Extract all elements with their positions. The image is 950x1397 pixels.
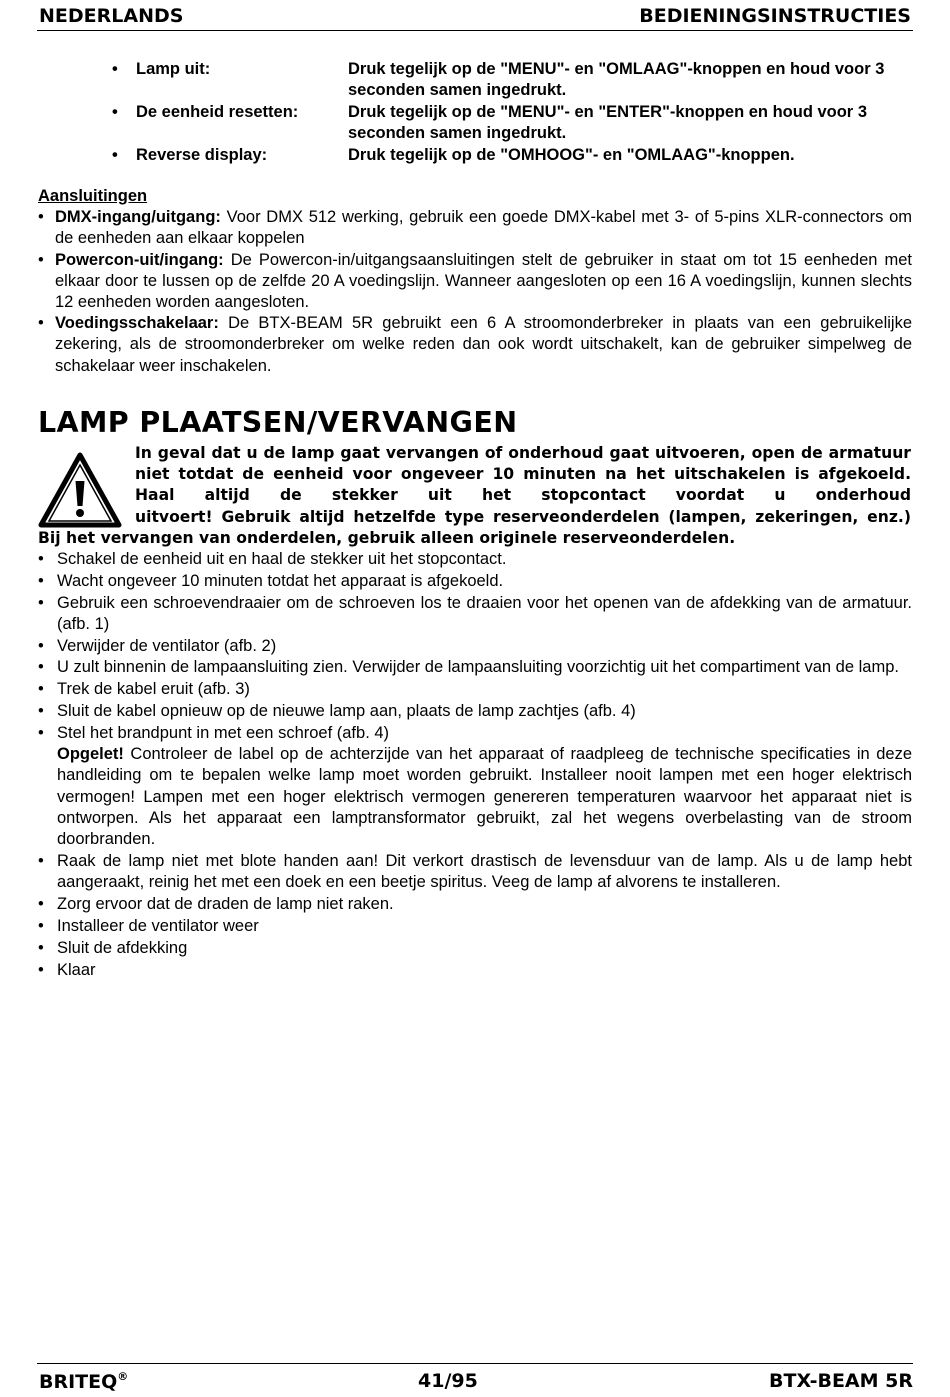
step-text: Stel het brandpunt in met een schroef (afb. 4) (57, 723, 390, 742)
header-doc-type: BEDIENINGSINSTRUCTIES (639, 5, 911, 27)
footer-model: BTX-BEAM 5R (769, 1370, 913, 1392)
lamp-steps-list (38, 549, 912, 981)
item-label: Powercon-uit/ingang: (55, 250, 224, 269)
bullet: • (112, 103, 118, 121)
bullet: • (112, 146, 118, 164)
bullet: • (38, 960, 44, 979)
bullet: • (38, 658, 44, 677)
list-item (38, 593, 912, 636)
row-text: Druk tegelijk op de "OMHOOG"- en "OMLAAG"-knoppen. (348, 146, 795, 164)
list-item (38, 851, 912, 894)
bullet: • (38, 593, 44, 612)
list-item (38, 916, 912, 937)
item-text: De BTX-BEAM 5R gebruikt een 6 A stroomonderbreker in plaats van een gebruikelijke zekering, als de stroomonderbreker om welke reden dan ook wordt uitschakelt, kan de gebruiker simpelweg de schakelaar weer inschakelen. (55, 314, 912, 375)
warning-line: uitvoert! Gebruik altijd hetzelfde type reserveonderdelen (lampen, zekeringen, enz.) (135, 507, 911, 526)
bullet: • (38, 852, 44, 871)
table-row (112, 59, 912, 100)
row-text: Druk tegelijk op de "MENU"- en "OMLAAG"-knoppen en houd voor 3 seconden samen ingedrukt. (348, 60, 885, 99)
bullet: • (38, 314, 44, 333)
bullet: • (38, 250, 44, 269)
step-text: Zorg ervoor dat de draden de lamp niet raken. (57, 895, 394, 914)
caution-text: Controleer de label op de achterzijde van het apparaat of raadpleeg de technische specificaties in deze handleiding om te bepalen welke lamp moet worden gebruikt. Installeer nooit lampen met een hoger elektrisch vermogen! Lampen met een hoger elektrisch vermogen genereren temperaturen waarvoor het apparaat niet is ontworpen. Als het apparaat een lamptransformator gebruikt, zal het wegens overbelasting van de stroom doorbranden. (57, 745, 912, 849)
page-header (37, 2, 913, 31)
list-item (38, 313, 912, 377)
list-item (38, 679, 912, 700)
table-row (112, 102, 912, 143)
bullet: • (38, 938, 44, 957)
bullet: • (38, 917, 44, 936)
bullet: • (38, 702, 44, 721)
bullet: • (38, 636, 44, 655)
list-item (38, 723, 912, 851)
step-text: Verwijder de ventilator (afb. 2) (57, 636, 277, 655)
step-text: Schakel de eenheid uit en haal de stekker uit het stopcontact. (57, 550, 507, 568)
section-heading: LAMP PLAATSEN/VERVANGEN (38, 406, 518, 439)
step-text: U zult binnenin de lampaansluiting zien. Verwijder de lampaansluiting voorzichtig uit het compartiment van de lamp. (57, 658, 899, 677)
list-item (38, 894, 912, 915)
row-label: Reverse display: (136, 146, 268, 164)
caution-label: Opgelet! (57, 745, 124, 764)
warning-line: Haal altijd de stekker uit het stopcontact voordat u onderhoud (135, 486, 911, 505)
step-text: Raak de lamp niet met blote handen aan! Dit verkort drastisch de levensduur van de lamp. Als u de lamp hebt aangeraakt, reinig het met een doek en een beetje spiritus. Veeg de lamp af alvorens te installeren. (57, 852, 912, 892)
list-item (38, 657, 912, 678)
row-label: Lamp uit: (136, 60, 211, 78)
item-text: De Powercon-in/uitgangsaansluitingen stelt de gebruiker in staat om tot 15 eenheden met elkaar door te lussen op de zelfde 20 A voedingslijn. Wanneer aangesloten op een 16 A voedingslijn, kunnen slechts 12 eenheden worden aangesloten. (55, 250, 912, 312)
item-text: Voor DMX 512 werking, gebruik een goede DMX-kabel met 3- of 5-pins XLR-connectors om de eenheden aan elkaar koppelen (55, 208, 912, 248)
page-footer (37, 1363, 913, 1394)
item-label: DMX-ingang/uitgang: (55, 208, 221, 227)
connections-section (38, 186, 912, 377)
page-number: 41/95 (418, 1370, 478, 1392)
list-item (38, 250, 912, 314)
header-language: NEDERLANDS (39, 5, 184, 27)
bullet: • (38, 680, 44, 699)
footer-brand (39, 1370, 128, 1393)
step-text: Sluit de kabel opnieuw op de nieuwe lamp aan, plaats de lamp zachtjes (afb. 4) (57, 702, 636, 721)
bullet: • (112, 60, 118, 78)
bullet: • (38, 895, 44, 914)
bullet: • (38, 571, 44, 590)
warning-line: niet totdat de eenheid voor ongeveer 10 minuten na het uitschakelen is afgekoeld. (135, 465, 911, 484)
list-item (38, 549, 912, 570)
bullet: • (38, 550, 44, 568)
step-text: Installeer de ventilator weer (57, 917, 259, 936)
menu-shortcut-table (112, 59, 912, 168)
list-item (38, 938, 912, 959)
step-text: Trek de kabel eruit (afb. 3) (57, 680, 250, 699)
row-text: Druk tegelijk op de "MENU"- en "ENTER"-knoppen en houd voor 3 seconden samen ingedrukt. (348, 103, 867, 142)
warning-text (135, 443, 911, 528)
row-label: De eenheid resetten: (136, 103, 299, 121)
list-item (38, 636, 912, 657)
item-label: Voedingsschakelaar: (55, 314, 219, 333)
section-title: Aansluitingen (38, 187, 148, 205)
step-text: Gebruik een schroevendraaier om de schroeven los te draaien voor het openen van de afdekking van de armatuur.(afb. 1) (57, 593, 912, 633)
list-item (38, 207, 912, 249)
warning-line: In geval dat u de lamp gaat vervangen of onderhoud gaat uitvoeren, open de armatuur (135, 444, 911, 462)
registered-mark: ® (117, 1370, 129, 1383)
warning-triangle-icon (37, 451, 123, 529)
bullet: • (38, 723, 44, 742)
bullet: • (38, 208, 44, 227)
brand-name: BRITEQ (39, 1371, 118, 1393)
step-text: Sluit de afdekking (57, 938, 188, 957)
list-item (38, 571, 912, 592)
table-row (112, 145, 912, 166)
connections-list (38, 207, 912, 377)
list-item (38, 701, 912, 722)
list-item (38, 960, 912, 981)
step-text: Klaar (57, 960, 96, 979)
warning-tail: Bij het vervangen van onderdelen, gebruik alleen originele reserveonderdelen. (38, 529, 736, 547)
step-text: Wacht ongeveer 10 minuten totdat het apparaat is afgekoeld. (57, 571, 504, 590)
